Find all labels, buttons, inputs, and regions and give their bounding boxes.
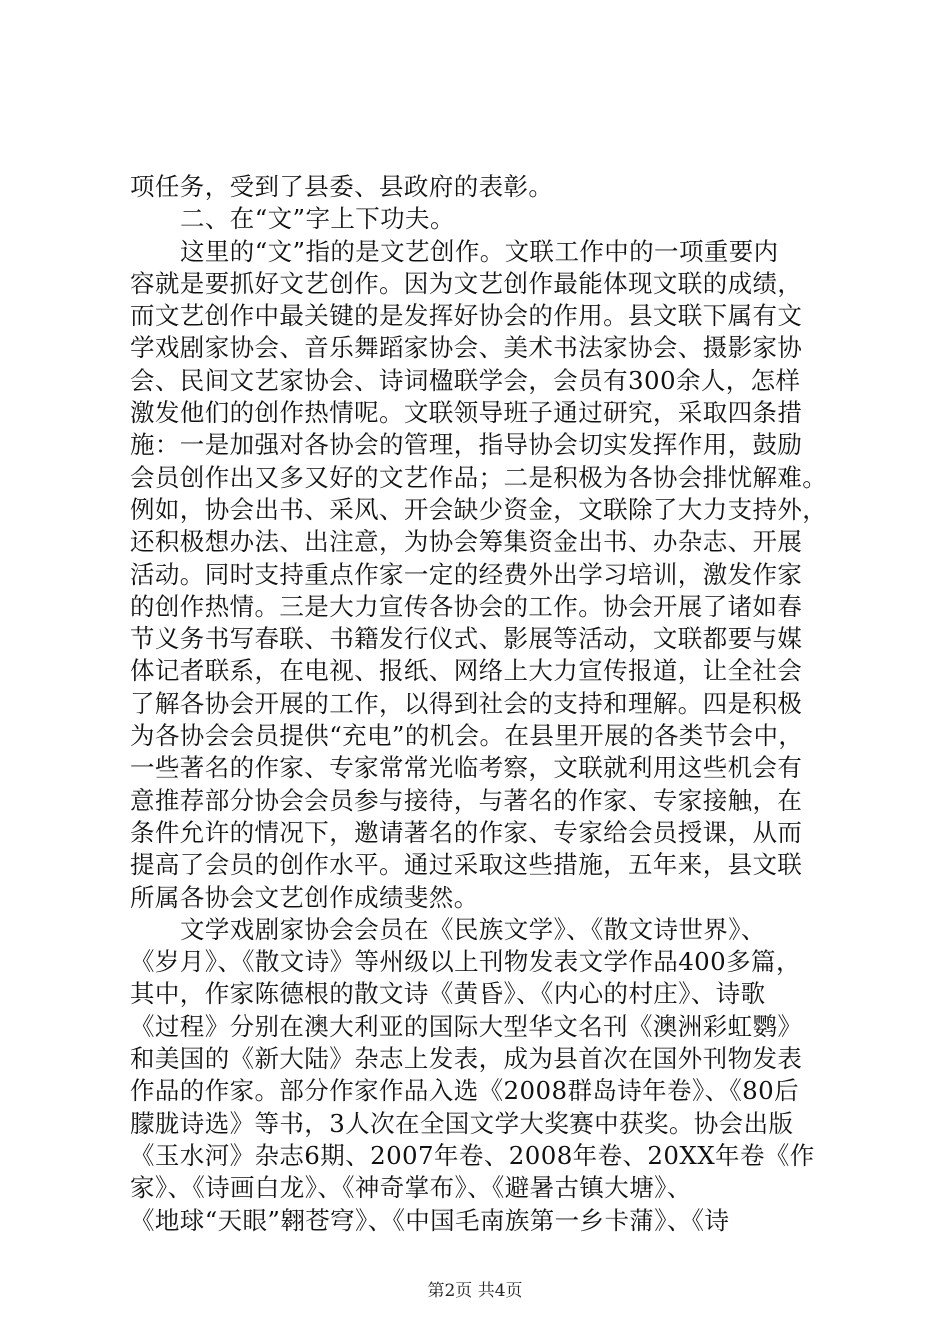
text-line: 施：一是加强对各协会的管理，指导协会切实发挥作用，鼓励: [130, 430, 803, 460]
text-line: 为各协会会员提供“充电”的机会。在县里开展的各类节会中，: [130, 721, 804, 751]
text-line: 作品的作家。部分作家作品入选《2008群岛诗年卷》、《80后: [130, 1076, 800, 1106]
section-heading: 二、在“文”字上下功夫。: [180, 204, 455, 234]
text-line: 意推荐部分协会会员参与接待，与著名的作家、专家接触，在: [130, 785, 803, 815]
text-line: 《岁月》、《散文诗》等州级以上刊物发表文学作品400多篇，: [130, 947, 801, 977]
paragraph-start: 这里的“文”指的是文艺创作。文联工作中的一项重要内: [180, 236, 779, 266]
text-line: 所属各协会文艺创作成绩斐然。: [130, 882, 479, 912]
text-line: 容就是要抓好文艺创作。因为文艺创作最能体现文联的成绩，: [130, 268, 803, 298]
page-number-footer: 第2页 共4页: [427, 1281, 523, 1301]
text-line: 《地球“天眼”翱苍穹》、《中国毛南族第一乡卡蒲》、《诗: [130, 1205, 730, 1235]
document-body: [130, 171, 855, 1237]
text-line: 会员创作出又多又好的文艺作品；二是积极为各协会排忧解难。: [130, 462, 828, 492]
text-line: 《玉水河》杂志6期、2007年卷、2008年卷、20XX年卷《作: [130, 1140, 815, 1170]
text-line: 一些著名的作家、专家常常光临考察，文联就利用这些机会有: [130, 753, 803, 783]
text-line: 学戏剧家协会、音乐舞蹈家协会、美术书法家协会、摄影家协: [130, 333, 803, 363]
text-line: 还积极想办法、出注意，为协会筹集资金出书、办杂志、开展: [130, 527, 803, 557]
text-line: 家》、《诗画白龙》、《神奇掌布》、《避暑古镇大塘》、: [130, 1173, 692, 1203]
text-line: 激发他们的创作热情呢。文联领导班子通过研究，采取四条措: [130, 398, 803, 428]
text-line: 活动。同时支持重点作家一定的经费外出学习培训，激发作家: [130, 559, 803, 589]
text-line: 体记者联系，在电视、报纸、网络上大力宣传报道，让全社会: [130, 656, 803, 686]
text-line: 了解各协会开展的工作，以得到社会的支持和理解。四是积极: [130, 688, 803, 718]
text-line: 《过程》分别在澳大利亚的国际大型华文名刊《澳洲彩虹鹦》: [130, 1011, 803, 1041]
text-line: 节义务书写春联、书籍发行仪式、影展等活动，文联都要与媒: [130, 624, 803, 654]
text-line: 朦胧诗选》等书，3人次在全国文学大奖赛中获奖。协会出版: [130, 1108, 794, 1138]
paragraph-start: 文学戏剧家协会会员在《民族文学》、《散文诗世界》、: [180, 914, 766, 944]
text-line: 的创作热情。三是大力宣传各协会的工作。协会开展了诸如春: [130, 591, 803, 621]
text-line: 其中，作家陈德根的散文诗《黄昏》、《内心的村庄》、诗歌: [130, 979, 766, 1009]
text-line: 而文艺创作中最关键的是发挥好协会的作用。县文联下属有文: [130, 301, 803, 331]
text-line: 会、民间文艺家协会、诗词楹联学会，会员有300余人，怎样: [130, 365, 801, 395]
text-line: 项任务，受到了县委、县政府的表彰。: [130, 172, 554, 201]
text-line: 条件允许的情况下，邀请著名的作家、专家给会员授课，从而: [130, 817, 803, 847]
text-line: 提高了会员的创作水平。通过采取这些措施，五年来，县文联: [130, 850, 803, 880]
text-line: 例如，协会出书、采风、开会缺少资金，文联除了大力支持外，: [130, 494, 828, 524]
text-line: 和美国的《新大陆》杂志上发表，成为县首次在国外刊物发表: [130, 1044, 803, 1074]
